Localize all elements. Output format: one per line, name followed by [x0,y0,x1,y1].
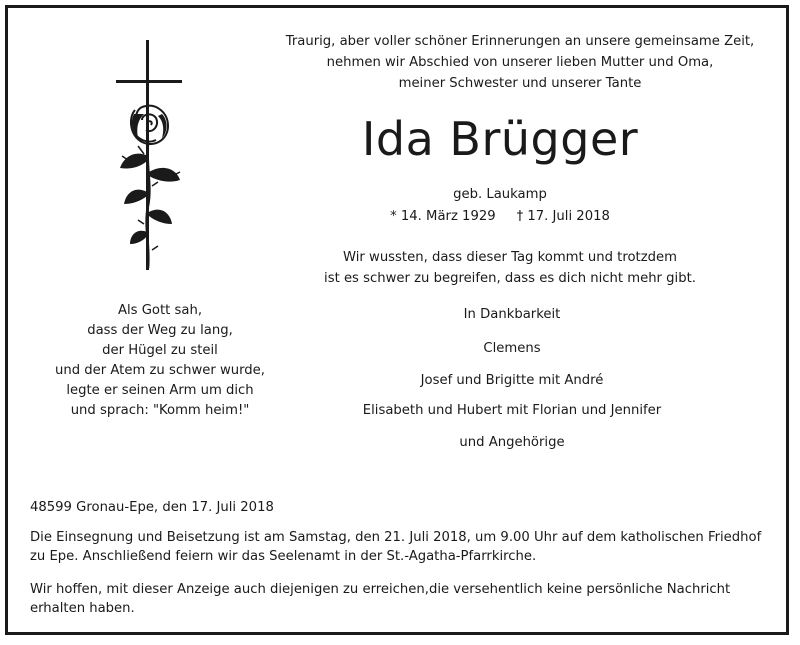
death-date: † 17. Juli 2018 [516,209,610,224]
poem-line: und der Atem zu schwer wurde, [55,363,265,378]
deceased-name: Ida Brügger [361,112,639,166]
intro-line-2: nehmen wir Abschied von unserer lieben Mutter und Oma, [326,55,714,70]
poem-line: und sprach: "Komm heim!" [70,403,250,418]
intro-line-3: meiner Schwester und unserer Tante [398,76,642,91]
poem-line: legte er seinen Arm um dich [66,383,254,398]
birth-name: geb. Laukamp [453,187,547,202]
mourner-line: und Angehörige [459,435,565,450]
poem-line: Als Gott sah, [117,303,203,318]
cross-with-rose-icon [108,36,190,276]
mourner-line: In Dankbarkeit [463,307,561,322]
poem-line: der Hügel zu steil [102,343,218,358]
poem-line: dass der Weg zu lang, [87,323,233,338]
quote-line-2: ist es schwer zu begreifen, dass es dich nicht mehr gibt. [324,271,696,286]
birth-date: * 14. März 1929 [390,209,496,224]
mourner-line: Clemens [483,341,541,356]
mourner-line: Josef und Brigitte mit André [420,373,604,388]
life-dates [300,207,700,226]
notice-text: Wir hoffen, mit dieser Anzeige auch diejenigen zu erreichen,die versehentlich keine persönliche Nachricht erhalten haben. [30,582,731,616]
quote-line-1: Wir wussten, dass dieser Tag kommt und trotzdem [343,250,677,265]
mourner-line: Elisabeth und Hubert mit Florian und Jennifer [362,403,662,418]
funeral-info: Die Einsegnung und Beisetzung ist am Samstag, den 21. Juli 2018, um 9.00 Uhr auf dem katholischen Friedhof zu Epe. Anschließend feiern wir das Seelenamt in der St.-Agatha-Pfarrkirche. [30,530,762,564]
place-date: 48599 Gronau-Epe, den 17. Juli 2018 [30,500,274,515]
intro-line-1: Traurig, aber voller schöner Erinnerungen an unsere gemeinsame Zeit, [285,34,755,49]
